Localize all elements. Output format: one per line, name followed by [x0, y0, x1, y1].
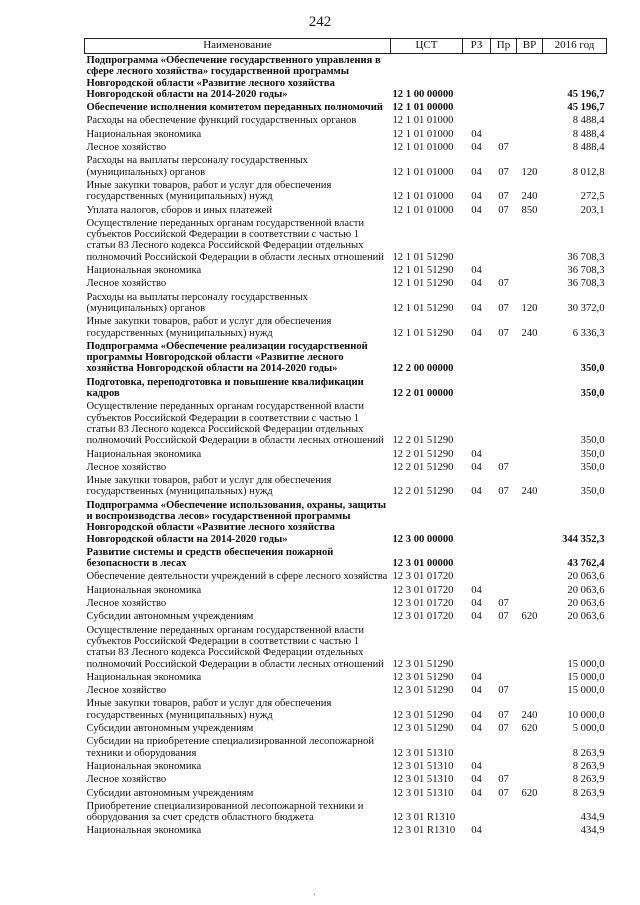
- row-name: Лесное хозяйство: [86, 774, 167, 786]
- row-vr: 620: [521, 723, 538, 735]
- table-row: [85, 291, 607, 316]
- row-rz: [463, 570, 491, 583]
- row-vr: 620: [521, 611, 538, 623]
- row-amount: 350,0: [580, 388, 605, 400]
- row-rz: [463, 54, 491, 102]
- row-vr: [517, 101, 543, 114]
- row-pr: [491, 400, 517, 447]
- row-vr: [517, 114, 543, 127]
- header-name: Наименование: [85, 39, 391, 54]
- row-amount: 20 063,6: [567, 598, 605, 610]
- row-name: Национальная экономика: [86, 265, 202, 277]
- table-header-row: [85, 39, 607, 54]
- table-row: [85, 217, 607, 264]
- row-rz: [463, 800, 491, 825]
- table-row: [85, 101, 607, 114]
- row-amount: 344 352,3: [562, 533, 605, 545]
- row-rz: 04: [471, 191, 482, 203]
- row-cst: 12 3 01 01720: [392, 584, 454, 596]
- row-vr: [517, 760, 543, 773]
- row-vr: 120: [521, 302, 538, 314]
- row-pr: 07: [498, 774, 509, 786]
- row-pr: [491, 448, 517, 461]
- row-amount: 272,5: [580, 191, 605, 203]
- table-row: [85, 800, 607, 825]
- row-pr: [491, 217, 517, 264]
- table-row: [85, 179, 607, 204]
- row-vr: [517, 735, 543, 760]
- row-pr: [491, 101, 517, 114]
- row-cst: 12 2 01 51290: [392, 461, 454, 473]
- row-vr: [517, 54, 543, 102]
- row-name: Обеспечение деятельности учреждений в сфере лесного хозяйства: [86, 571, 388, 583]
- row-cst: 12 1 01 01000: [392, 128, 454, 140]
- table-row: [85, 546, 607, 571]
- row-pr: [491, 800, 517, 825]
- row-pr: 07: [498, 598, 509, 610]
- row-rz: 04: [471, 128, 482, 140]
- row-vr: [517, 684, 543, 697]
- row-amount: 45 196,7: [567, 88, 605, 100]
- table-row: [85, 461, 607, 474]
- header-vr: ВР: [517, 39, 543, 54]
- row-cst: 12 1 01 51290: [392, 265, 454, 277]
- row-name: Субсидии автономным учреждениям: [86, 787, 254, 799]
- row-amount: 8 263,9: [572, 774, 605, 786]
- row-cst: 12 1 01 01000: [392, 115, 454, 127]
- row-amount: 350,0: [580, 486, 605, 498]
- row-vr: [517, 800, 543, 825]
- row-rz: 04: [471, 265, 482, 277]
- row-rz: 04: [471, 584, 482, 596]
- row-pr: 07: [498, 191, 509, 203]
- row-rz: [463, 499, 491, 546]
- row-cst: 12 3 01 01720: [392, 598, 454, 610]
- table-row: [85, 141, 607, 154]
- row-amount: 20 063,6: [567, 571, 605, 583]
- row-cst: 12 1 01 51290: [392, 302, 454, 314]
- table-row: [85, 624, 607, 671]
- table-row: [85, 340, 607, 376]
- row-rz: 04: [471, 760, 482, 772]
- row-name: Расходы на выплаты персоналу государственных (муниципальных) органов: [86, 291, 308, 314]
- row-vr: 850: [521, 204, 538, 216]
- row-cst: 12 3 01 R1310: [392, 825, 456, 837]
- row-rz: 04: [471, 327, 482, 339]
- row-cst: 12 3 01 51310: [392, 760, 454, 772]
- row-amount: 350,0: [580, 363, 605, 375]
- row-rz: 04: [471, 278, 482, 290]
- row-vr: 240: [521, 191, 538, 203]
- row-amount: 8 263,9: [572, 787, 605, 799]
- row-amount: 20 063,6: [567, 611, 605, 623]
- row-rz: [463, 735, 491, 760]
- row-vr: [517, 597, 543, 610]
- row-vr: [517, 570, 543, 583]
- row-rz: [463, 376, 491, 401]
- row-name: Иные закупки товаров, работ и услуг для обеспечения государственных (муниципальных) нужд: [86, 475, 332, 498]
- row-name: Национальная экономика: [86, 825, 202, 837]
- header-year: 2016 год: [543, 39, 607, 54]
- table-row: [85, 499, 607, 546]
- row-amount: 434,9: [580, 825, 605, 837]
- row-cst: 12 3 01 51310: [392, 787, 454, 799]
- table-row: [85, 264, 607, 277]
- row-cst: 12 2 01 51290: [392, 486, 454, 498]
- row-amount: 8 488,4: [572, 142, 605, 154]
- row-cst: 12 3 00 00000: [392, 533, 454, 545]
- row-amount: 15 000,0: [567, 685, 605, 697]
- row-cst: 12 3 01 01720: [392, 571, 454, 583]
- row-pr: 07: [498, 787, 509, 799]
- row-amount: 8 488,4: [572, 128, 605, 140]
- row-vr: [517, 671, 543, 684]
- table-row: [85, 824, 607, 837]
- row-cst: 12 3 01 51310: [392, 747, 454, 759]
- row-pr: [491, 824, 517, 837]
- row-vr: [517, 546, 543, 571]
- row-name: Национальная экономика: [86, 128, 202, 140]
- table-row: [85, 376, 607, 401]
- table-row: [85, 722, 607, 735]
- row-rz: [463, 400, 491, 447]
- row-name: Подпрограмма «Обеспечение государственного управления в сфере лесного хозяйства» государственной программы Новгородской области «Развитие лесного хозяйства Новгородской области на 2014-2020 годы»: [86, 55, 381, 100]
- row-rz: 04: [471, 598, 482, 610]
- row-cst: 12 1 01 01000: [392, 142, 454, 154]
- row-cst: 12 3 01 00000: [392, 558, 454, 570]
- row-amount: 10 000,0: [567, 709, 605, 721]
- row-amount: 15 000,0: [567, 671, 605, 683]
- row-rz: 04: [471, 787, 482, 799]
- row-rz: [463, 546, 491, 571]
- table-row: [85, 760, 607, 773]
- row-cst: 12 3 01 51310: [392, 774, 454, 786]
- row-vr: [517, 461, 543, 474]
- row-pr: 07: [498, 709, 509, 721]
- row-rz: 04: [471, 486, 482, 498]
- row-amount: 8 012,8: [572, 166, 605, 178]
- row-amount: 350,0: [580, 435, 605, 447]
- table-row: [85, 570, 607, 583]
- row-vr: 240: [521, 709, 538, 721]
- row-cst: 12 1 01 01000: [392, 204, 454, 216]
- table-row: [85, 474, 607, 499]
- row-rz: 04: [471, 461, 482, 473]
- row-vr: [517, 499, 543, 546]
- row-name: Осуществление переданных органам государственной власти субъектов Российской Федерации в соответствии с частью 1 статьи 83 Лесного кодекса Российской Федерации отдельных полномочий Российской Федерации в области лесных отношений: [86, 624, 384, 670]
- row-name: Лесное хозяйство: [86, 278, 167, 290]
- row-rz: 04: [471, 611, 482, 623]
- row-name: Подпрограмма «Обеспечение реализации государственной программы Новгородской области «Развитие лесного хозяйства Новгородской области на 2014-2020 годы»: [86, 340, 368, 375]
- row-pr: [491, 340, 517, 376]
- table-row: [85, 684, 607, 697]
- row-pr: 07: [498, 278, 509, 290]
- row-name: Субсидии автономным учреждениям: [86, 723, 254, 735]
- row-pr: [491, 735, 517, 760]
- row-pr: [491, 128, 517, 141]
- row-pr: [491, 546, 517, 571]
- row-cst: 12 3 01 51290: [392, 671, 454, 683]
- row-name: Субсидии автономным учреждениям: [86, 611, 254, 623]
- row-vr: [517, 824, 543, 837]
- row-name: Расходы на выплаты персоналу государственных (муниципальных) органов: [86, 155, 308, 178]
- row-name: Субсидии на приобретение специализированной лесопожарной техники и оборудования: [86, 736, 374, 759]
- row-rz: 04: [471, 723, 482, 735]
- row-vr: 240: [521, 486, 538, 498]
- row-amount: 43 762,4: [567, 558, 605, 570]
- row-cst: 12 3 01 R1310: [392, 812, 456, 824]
- table-row: [85, 773, 607, 786]
- table-row: [85, 787, 607, 800]
- row-name: Развитие системы и средств обеспечения пожарной безопасности в лесах: [86, 546, 334, 570]
- row-pr: [491, 54, 517, 102]
- row-name: Иные закупки товаров, работ и услуг для обеспечения государственных (муниципальных) нужд: [86, 316, 332, 339]
- row-name: Лесное хозяйство: [86, 685, 167, 697]
- row-cst: 12 3 01 51290: [392, 709, 454, 721]
- row-vr: [517, 376, 543, 401]
- row-cst: 12 1 01 51290: [392, 278, 454, 290]
- row-name: Осуществление переданных органам государственной власти субъектов Российской Федерации в соответствии с частью 1 статьи 83 Лесного кодекса Российской Федерации отдельных полномочий Российской Федерации в области лесных отношений: [86, 217, 384, 263]
- row-cst: 12 1 01 51290: [392, 327, 454, 339]
- table-row: [85, 128, 607, 141]
- budget-table: [84, 38, 607, 838]
- row-rz: [463, 624, 491, 671]
- row-rz: 04: [471, 825, 482, 837]
- row-pr: [491, 584, 517, 597]
- row-amount: 5 000,0: [572, 723, 605, 735]
- row-vr: [517, 217, 543, 264]
- row-cst: 12 2 01 51290: [392, 448, 454, 460]
- row-rz: 04: [471, 709, 482, 721]
- row-vr: [517, 448, 543, 461]
- header-pr: Пр: [491, 39, 517, 54]
- row-vr: [517, 624, 543, 671]
- row-pr: 07: [498, 142, 509, 154]
- table-row: [85, 315, 607, 340]
- table-row: [85, 54, 607, 102]
- row-rz: 04: [471, 671, 482, 683]
- row-rz: 04: [471, 685, 482, 697]
- row-vr: [517, 277, 543, 290]
- row-pr: [491, 760, 517, 773]
- row-amount: 15 000,0: [567, 658, 605, 670]
- row-name: Обеспечение исполнения комитетом переданных полномочий: [86, 102, 383, 114]
- table-body: [85, 54, 607, 838]
- row-pr: [491, 499, 517, 546]
- header-rz: РЗ: [463, 39, 491, 54]
- row-cst: 12 3 01 51290: [392, 723, 454, 735]
- table-row: [85, 448, 607, 461]
- row-rz: 04: [471, 204, 482, 216]
- row-pr: 07: [498, 685, 509, 697]
- table-row: [85, 277, 607, 290]
- row-amount: 350,0: [580, 461, 605, 473]
- row-name: Подготовка, переподготовка и повышение квалификации кадров: [86, 376, 364, 400]
- row-pr: 07: [498, 204, 509, 216]
- row-amount: 30 372,0: [567, 302, 605, 314]
- table-row: [85, 204, 607, 217]
- row-amount: 434,9: [580, 812, 605, 824]
- row-cst: 12 2 01 51290: [392, 435, 454, 447]
- row-pr: 07: [498, 723, 509, 735]
- row-cst: 12 2 00 00000: [392, 363, 454, 375]
- row-amount: 203,1: [580, 204, 605, 216]
- row-rz: 04: [471, 448, 482, 460]
- row-vr: 240: [521, 327, 538, 339]
- row-pr: 07: [498, 611, 509, 623]
- row-name: Лесное хозяйство: [86, 598, 167, 610]
- row-name: Расходы на обеспечение функций государственных органов: [86, 115, 357, 127]
- page-number: 242: [308, 14, 332, 30]
- row-pr: [491, 624, 517, 671]
- row-name: Иные закупки товаров, работ и услуг для обеспечения государственных (муниципальных) нужд: [86, 698, 332, 721]
- row-name: Подпрограмма «Обеспечение использования, охраны, защиты и воспроизводства лесов» государственной программы Новгородской области «Развитие лесного хозяйства Новгородской области на 2014-2020 годы»: [86, 499, 387, 545]
- row-amount: 8 488,4: [572, 115, 605, 127]
- row-cst: 12 1 01 00000: [392, 102, 454, 114]
- row-cst: 12 3 01 01720: [392, 611, 454, 623]
- row-vr: 120: [521, 166, 538, 178]
- row-rz: [463, 101, 491, 114]
- table-row: [85, 671, 607, 684]
- row-name: Уплата налогов, сборов и иных платежей: [86, 204, 273, 216]
- row-amount: 36 708,3: [567, 265, 605, 277]
- row-rz: [463, 114, 491, 127]
- row-pr: [491, 671, 517, 684]
- row-cst: 12 1 01 01000: [392, 191, 454, 203]
- row-pr: [491, 570, 517, 583]
- row-amount: 6 336,3: [572, 327, 605, 339]
- row-vr: [517, 340, 543, 376]
- row-vr: [517, 128, 543, 141]
- row-name: Осуществление переданных органам государственной власти субъектов Российской Федерации в соответствии с частью 1 статьи 83 Лесного кодекса Российской Федерации отдельных полномочий Российской Федерации в области лесных отношений: [86, 401, 384, 447]
- header-cst: ЦСТ: [391, 39, 463, 54]
- row-vr: 620: [521, 787, 538, 799]
- row-rz: 04: [471, 142, 482, 154]
- row-name: Национальная экономика: [86, 671, 202, 683]
- table-row: [85, 597, 607, 610]
- row-name: Лесное хозяйство: [86, 461, 167, 473]
- row-name: Иные закупки товаров, работ и услуг для обеспечения государственных (муниципальных) нужд: [86, 179, 332, 203]
- row-name: Национальная экономика: [86, 584, 202, 596]
- row-amount: 45 196,7: [567, 102, 605, 114]
- row-cst: 12 1 00 00000: [392, 88, 454, 100]
- row-rz: [463, 340, 491, 376]
- row-vr: [517, 141, 543, 154]
- row-cst: 12 1 01 01000: [392, 166, 454, 178]
- table-row: [85, 114, 607, 127]
- table-row: [85, 697, 607, 722]
- row-pr: [491, 376, 517, 401]
- table-row: [85, 735, 607, 760]
- table-row: [85, 584, 607, 597]
- row-vr: [517, 584, 543, 597]
- row-rz: [463, 217, 491, 264]
- row-cst: 12 3 01 51290: [392, 658, 454, 670]
- row-rz: 04: [471, 302, 482, 314]
- row-pr: 07: [498, 302, 509, 314]
- table-row: [85, 610, 607, 623]
- row-vr: [517, 264, 543, 277]
- row-pr: 07: [498, 461, 509, 473]
- row-amount: 20 063,6: [567, 584, 605, 596]
- table-row: [85, 400, 607, 447]
- row-name: Национальная экономика: [86, 760, 202, 772]
- row-amount: 36 708,3: [567, 251, 605, 263]
- row-name: Национальная экономика: [86, 448, 202, 460]
- row-vr: [517, 773, 543, 786]
- row-vr: [517, 400, 543, 447]
- row-pr: [491, 264, 517, 277]
- row-amount: 350,0: [580, 448, 605, 460]
- row-cst: 12 1 01 51290: [392, 251, 454, 263]
- row-amount: 36 708,3: [567, 278, 605, 290]
- row-pr: 07: [498, 486, 509, 498]
- row-rz: 04: [471, 166, 482, 178]
- row-rz: 04: [471, 774, 482, 786]
- row-amount: 8 263,9: [572, 760, 605, 772]
- row-name: Приобретение специализированной лесопожарной техники и оборудования за счет средств областного бюджета: [86, 800, 364, 824]
- row-cst: 12 2 01 00000: [392, 388, 454, 400]
- row-name: Лесное хозяйство: [86, 142, 167, 154]
- row-pr: 07: [498, 327, 509, 339]
- row-cst: 12 3 01 51290: [392, 685, 454, 697]
- row-pr: [491, 114, 517, 127]
- row-pr: 07: [498, 166, 509, 178]
- footer-mark: ': [314, 892, 316, 901]
- table-row: [85, 154, 607, 179]
- row-amount: 8 263,9: [572, 747, 605, 759]
